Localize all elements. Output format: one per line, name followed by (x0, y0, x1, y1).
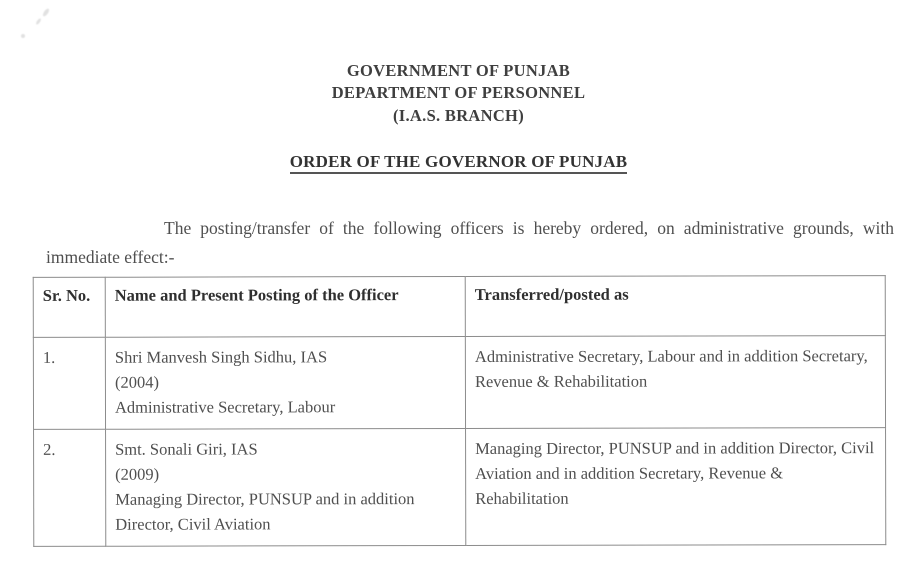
scan-artifact-speck (21, 34, 25, 38)
transfer-order-table (33, 275, 887, 547)
table-header (33, 276, 885, 338)
table-row (33, 336, 885, 430)
cell-transferred-posting: Administrative Secretary, Labour and in addition Secretary, Revenue & Rehabilitation (465, 336, 885, 429)
officer-present-posting: Managing Director, PUNSUP and in addition Director, Civil Aviation (115, 489, 415, 534)
document-heading-department: DEPARTMENT OF PERSONNEL (331, 83, 586, 102)
cell-name-posting (105, 336, 465, 429)
table-header-row (33, 276, 885, 338)
cell-sr-no: 2. (34, 429, 106, 546)
cell-transferred-posting: Managing Director, PUNSUP and in addition Director, Civil Aviation and in addition Secretary, Revenue & Rehabilitation (466, 428, 886, 546)
column-header-transferred: Transferred/posted as (465, 276, 885, 337)
scan-artifact-speck (42, 8, 50, 18)
order-title-text: ORDER OF THE GOVERNOR OF PUNJAB (290, 152, 628, 174)
table-row (34, 428, 886, 547)
officer-batch-year: (2004) (114, 372, 159, 392)
document-heading-branch: (I.A.S. BRANCH) (392, 106, 524, 125)
document-heading-government: GOVERNMENT OF PUNJAB (346, 61, 571, 80)
column-header-sr-no: Sr. No. (33, 277, 105, 337)
scan-artifact-speck (35, 18, 41, 25)
intro-paragraph: The posting/transfer of the following officers is hereby ordered, on administrative grounds, with immediate effect:- (46, 217, 894, 267)
column-header-name-posting: Name and Present Posting of the Officer (105, 276, 465, 337)
cell-name-posting (106, 428, 466, 546)
officer-name: Shri Manvesh Singh Sidhu, IAS (114, 347, 328, 367)
officer-name: Smt. Sonali Giri, IAS (115, 439, 258, 459)
table-body (33, 336, 885, 547)
officer-present-posting: Administrative Secretary, Labour (114, 397, 336, 417)
order-title (0, 152, 917, 172)
cell-sr-no: 1. (33, 337, 105, 429)
officer-batch-year: (2009) (115, 464, 160, 484)
